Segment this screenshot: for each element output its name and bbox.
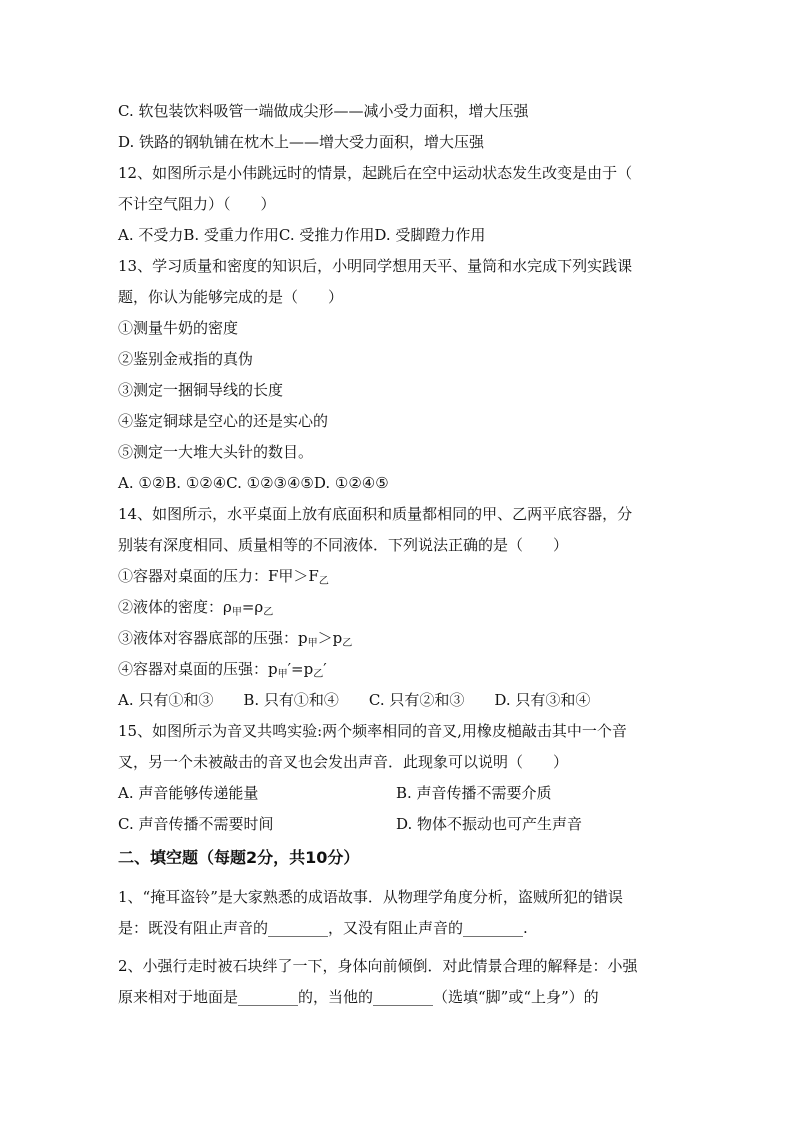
subscript: 甲 xyxy=(307,638,318,649)
question-15-option-c: C. 声音传播不需要时间 xyxy=(118,815,274,833)
question-13-item-3: ③测定一捆铜导线的长度 xyxy=(118,381,284,399)
question-13-item-2: ②鉴别金戒指的真伪 xyxy=(118,350,254,368)
subscript: 乙 xyxy=(342,638,353,649)
item-text: ′ xyxy=(323,660,327,678)
fill-1-line-1: 1、“掩耳盗铃”是大家熟悉的成语故事．从物理学角度分析，盗贼所犯的错误 xyxy=(118,888,623,906)
question-12-line-1: 12、如图所示是小伟跳远时的情景，起跳后在空中运动状态发生改变是由于（ xyxy=(118,164,633,182)
question-12-options: A. 不受力B. 受重力作用C. 受推力作用D. 受脚蹬力作用 xyxy=(118,226,486,244)
fill-2-line-1: 2、小强行走时被石块绊了一下，身体向前倾倒．对此情景合理的解释是：小强 xyxy=(118,957,638,975)
question-14-item-3 xyxy=(118,628,678,654)
question-15-option-d: D. 物体不振动也可产生声音 xyxy=(396,815,583,833)
question-13-line-2: 题，你认为能够完成的是（ ） xyxy=(118,288,344,306)
question-13-item-1: ①测量牛奶的密度 xyxy=(118,319,239,337)
question-14-line-2: 别装有深度相同、质量相等的不同液体．下列说法正确的是（ ） xyxy=(118,536,569,554)
fill-2-line-2: 原来相对于地面是________的，当他的________（选填“脚”或“上身”）的 xyxy=(118,988,599,1006)
question-14-line-1: 14、如图所示，水平桌面上放有底面积和质量都相同的甲、乙两平底容器，分 xyxy=(118,505,633,523)
item-text: ′=p xyxy=(287,660,314,678)
subscript: 乙 xyxy=(318,576,329,587)
question-14-item-1 xyxy=(118,566,678,592)
item-text: =ρ xyxy=(241,598,264,616)
item-text: ①容器对桌面的压力：F甲＞F xyxy=(118,567,319,585)
subscript: 乙 xyxy=(263,607,274,618)
question-14-options: A. 只有①和③ B. 只有①和④ C. 只有②和③ D. 只有③和④ xyxy=(118,691,591,709)
question-13-options: A. ①②B. ①②④C. ①②③④⑤D. ①②④⑤ xyxy=(118,474,389,492)
question-15-option-b: B. 声音传播不需要介质 xyxy=(396,784,552,802)
item-text: ③液体对容器底部的压强：p xyxy=(118,629,308,647)
question-15-line-1: 15、如图所示为音叉共鸣实验:两个频率相同的音叉,用橡皮槌敲击其中一个音 xyxy=(118,722,627,740)
item-text: ④容器对桌面的压强：p xyxy=(118,660,278,678)
option-11c: C. 软包装饮料吸管一端做成尖形——减小受力面积，增大压强 xyxy=(118,102,529,120)
question-15-option-a: A. 声音能够传递能量 xyxy=(118,784,259,802)
question-13-item-4: ④鉴定铜球是空心的还是实心的 xyxy=(118,412,329,430)
section-heading: 二、填空题（每题2分，共10分） xyxy=(118,848,360,867)
fill-1-line-2: 是：既没有阻止声音的________，又没有阻止声音的________. xyxy=(118,919,528,937)
subscript: 甲 xyxy=(277,669,288,680)
question-13-item-5: ⑤测定一大堆大头针的数目。 xyxy=(118,443,314,461)
option-11d: D. 铁路的钢轨铺在枕木上——增大受力面积，增大压强 xyxy=(118,133,485,151)
subscript: 乙 xyxy=(313,669,324,680)
question-14-item-4 xyxy=(118,659,678,685)
item-text: ＞p xyxy=(317,629,343,647)
item-text: ②液体的密度：ρ xyxy=(118,598,232,616)
question-14-item-2 xyxy=(118,597,678,623)
subscript: 甲 xyxy=(231,607,242,618)
question-12-line-2: 不计空气阻力）（ ） xyxy=(118,195,276,213)
question-13-line-1: 13、学习质量和密度的知识后，小明同学想用天平、量筒和水完成下列实践课 xyxy=(118,257,633,275)
question-15-line-2: 叉，另一个未被敲击的音叉也会发出声音．此现象可以说明（ ） xyxy=(118,753,569,771)
